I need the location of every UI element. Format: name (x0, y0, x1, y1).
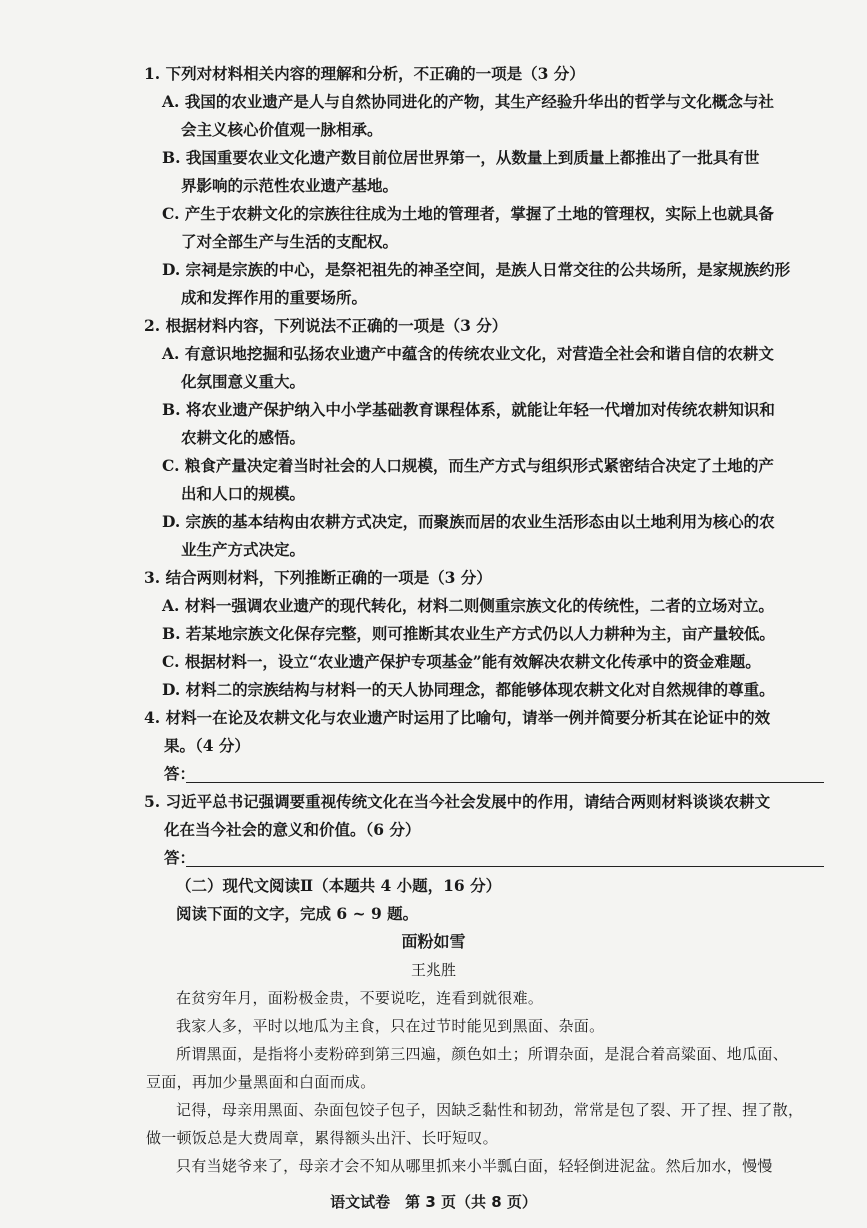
question-stem: 2. 根据材料内容，下列说法不正确的一项是（3 分） (144, 316, 508, 335)
option-d: D. 宗族的基本结构由农耕方式决定，而聚族而居的农业生活形态由以土地利用为核心的农 (162, 512, 775, 531)
answer-line-4[interactable] (164, 760, 824, 788)
answer-label: 答： (164, 848, 196, 867)
option-c-cont: 了对全部生产与生活的支配权。 (181, 232, 399, 251)
question-stem: 4. 材料一在论及农耕文化与农业遗产时运用了比喻句，请举一例并简要分析其在论证中的效 (144, 708, 771, 727)
option-a: A. 有意识地挖掘和弘扬农业遗产中蕴含的传统农业文化，对营造全社会和谐自信的农耕文 (162, 344, 774, 363)
option-b: B. 将农业遗产保护纳入中小学基础教育课程体系，就能让年轻一代增加对传统农耕知识和 (162, 400, 775, 419)
option-d: D. 材料二的宗族结构与材料一的天人协同理念，都能够体现农耕文化对自然规律的尊重。 (162, 680, 775, 699)
article-paragraph: 只有当姥爷来了，母亲才会不知从哪里抓来小半瓢白面，轻轻倒进泥盆。然后加水，慢慢 (176, 1157, 773, 1175)
question-stem-cont: 果。（4 分） (164, 736, 250, 755)
option-c: C. 产生于农耕文化的宗族往往成为土地的管理者，掌握了土地的管理权，实际上也就具备 (162, 204, 774, 223)
option-a-cont: 化氛围意义重大。 (181, 372, 306, 391)
option-d-cont: 业生产方式决定。 (181, 540, 306, 559)
page-footer: 语文试卷 第 3 页（共 8 页） (330, 1193, 537, 1211)
question-stem: 5. 习近平总书记强调要重视传统文化在当今社会发展中的作用，请结合两则材料谈谈农耕文 (144, 792, 771, 811)
question-stem: 1. 下列对材料相关内容的理解和分析，不正确的一项是（3 分） (144, 64, 585, 83)
option-a: A. 材料一强调农业遗产的现代转化，材料二则侧重宗族文化的传统性，二者的立场对立。 (162, 596, 774, 615)
option-a: A. 我国的农业遗产是人与自然协同进化的产物，其生产经验升华出的哲学与文化概念与社 (162, 92, 774, 111)
option-b: B. 若某地宗族文化保存完整，则可推断其农业生产方式仍以人力耕种为主，亩产量较低。 (162, 624, 775, 643)
answer-underline (186, 866, 824, 867)
answer-label: 答： (164, 764, 196, 783)
article-paragraph: 我家人多，平时以地瓜为主食，只在过节时能见到黑面、杂面。 (176, 1017, 605, 1035)
article-paragraph-cont: 做一顿饭总是大费周章，累得额头出汗、长吁短叹。 (146, 1129, 498, 1147)
option-b-cont: 界影响的示范性农业遗产基地。 (181, 176, 399, 195)
option-a-cont: 会主义核心价值观一脉相承。 (181, 120, 383, 139)
option-d: D. 宗祠是宗族的中心，是祭祀祖先的神圣空间，是族人日常交往的公共场所，是家规族约形 (162, 260, 791, 279)
article-author: 王兆胜 (410, 961, 456, 979)
section-instruction: 阅读下面的文字，完成 6 ~ 9 题。 (176, 904, 419, 923)
question-stem: 3. 结合两则材料，下列推断正确的一项是（3 分） (144, 568, 492, 587)
answer-underline (186, 782, 824, 783)
article-paragraph-cont: 豆面，再加少量黑面和白面而成。 (146, 1073, 376, 1091)
option-b: B. 我国重要农业文化遗产数目前位居世界第一，从数量上到质量上都推出了一批具有世 (162, 148, 760, 167)
answer-line-5[interactable] (164, 844, 824, 872)
article-paragraph: 在贫穷年月，面粉极金贵，不要说吃，连看到就很难。 (176, 989, 544, 1007)
option-c: C. 根据材料一，设立“农业遗产保护专项基金”能有效解决农耕文化传承中的资金难题。 (162, 652, 761, 671)
option-c-cont: 出和人口的规模。 (181, 484, 306, 503)
option-b-cont: 农耕文化的感悟。 (181, 428, 306, 447)
article-title: 面粉如雪 (401, 932, 466, 951)
article-paragraph: 所谓黑面，是指将小麦粉碎到第三四遍，颜色如土；所谓杂面，是混合着高粱面、地瓜面、 (176, 1045, 789, 1063)
option-d-cont: 成和发挥作用的重要场所。 (181, 288, 368, 307)
article-paragraph: 记得，母亲用黑面、杂面包饺子包子，因缺乏黏性和韧劲，常常是包了裂、开了捏、捏了散， (176, 1101, 804, 1119)
question-stem-cont: 化在当今社会的意义和价值。（6 分） (164, 820, 421, 839)
option-c: C. 粮食产量决定着当时社会的人口规模，而生产方式与组织形式紧密结合决定了土地的产 (162, 456, 774, 475)
section-heading: （二）现代文阅读Ⅱ（本题共 4 小题，16 分） (176, 876, 502, 895)
